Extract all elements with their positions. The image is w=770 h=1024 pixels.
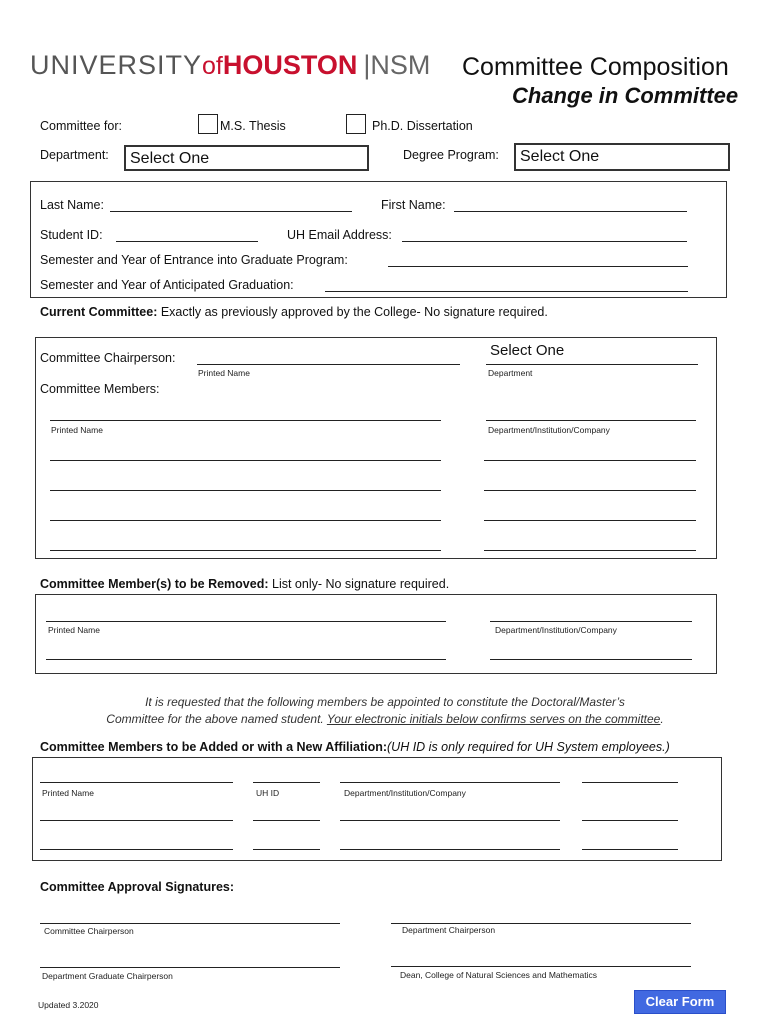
- member-name-field[interactable]: [50, 420, 441, 421]
- added-dept-field[interactable]: [340, 820, 560, 821]
- member-dept-field[interactable]: [484, 550, 696, 551]
- ms-thesis-label: M.S. Thesis: [220, 119, 286, 133]
- member-dept-caption: Department/Institution/Company: [488, 425, 610, 435]
- entrance-label: Semester and Year of Entrance into Graduate Program:: [40, 253, 348, 267]
- note-line-2-end: .: [660, 712, 664, 726]
- dean-signature-field[interactable]: [391, 966, 691, 967]
- committee-chair-caption: Committee Chairperson: [44, 926, 134, 936]
- student-id-label: Student ID:: [40, 228, 103, 242]
- added-heading: [40, 740, 670, 754]
- logo-nsm-text: NSM: [370, 50, 431, 80]
- degree-program-label: Degree Program:: [403, 148, 499, 162]
- email-field[interactable]: [402, 241, 687, 242]
- current-committee-heading-bold: Current Committee:: [40, 305, 158, 319]
- removed-heading: [40, 577, 449, 591]
- email-label: UH Email Address:: [287, 228, 392, 242]
- removed-dept-field[interactable]: [490, 659, 692, 660]
- member-name-field[interactable]: [50, 550, 441, 551]
- added-initials-field[interactable]: [582, 782, 678, 783]
- last-name-label: Last Name:: [40, 198, 104, 212]
- removed-name-field[interactable]: [46, 659, 446, 660]
- logo-university-text: UNIVERSITY: [30, 50, 203, 80]
- removed-heading-rest: List only- No signature required.: [268, 577, 450, 591]
- student-id-field[interactable]: [116, 241, 258, 242]
- entrance-field[interactable]: [388, 266, 688, 267]
- clear-form-button[interactable]: Clear Form: [634, 990, 726, 1014]
- member-dept-field[interactable]: [486, 420, 696, 421]
- chairperson-name-field[interactable]: [197, 364, 460, 365]
- member-dept-field[interactable]: [484, 460, 696, 461]
- current-committee-box: [35, 337, 717, 559]
- removed-printed-name-caption: Printed Name: [48, 625, 100, 635]
- degree-program-select[interactable]: Select One: [514, 143, 730, 171]
- added-uhid-field[interactable]: [253, 820, 320, 821]
- chair-department-line: [486, 364, 698, 365]
- added-initials-field[interactable]: [582, 820, 678, 821]
- approval-heading: Committee Approval Signatures:: [40, 880, 235, 894]
- first-name-field[interactable]: [454, 211, 687, 212]
- added-uhid-caption: UH ID: [256, 788, 280, 798]
- removed-dept-field[interactable]: [490, 621, 692, 622]
- member-name-field[interactable]: [50, 490, 441, 491]
- member-name-field[interactable]: [50, 460, 441, 461]
- committee-for-label: Committee for:: [40, 119, 122, 133]
- added-heading-rest: (UH ID is only required for UH System employees.): [387, 740, 670, 754]
- added-name-field[interactable]: [40, 849, 233, 850]
- dean-caption: Dean, College of Natural Sciences and Mathematics: [400, 970, 598, 980]
- logo-separator: |: [363, 50, 371, 80]
- university-logo: [30, 50, 430, 81]
- note-line-2-underlined: Your electronic initials below confirms serves on the committee: [326, 712, 661, 726]
- member-name-field[interactable]: [50, 520, 441, 521]
- graduation-field[interactable]: [325, 291, 688, 292]
- last-name-field[interactable]: [110, 211, 352, 212]
- current-committee-heading: [40, 305, 548, 319]
- page-subtitle: Change in Committee: [512, 83, 739, 108]
- updated-date: Updated 3.2020: [38, 1000, 99, 1010]
- added-box: [32, 757, 722, 861]
- page-title: Committee Composition: [462, 53, 729, 81]
- removed-name-field[interactable]: [46, 621, 446, 622]
- note-line-2: [0, 712, 770, 726]
- removed-heading-bold: Committee Member(s) to be Removed:: [40, 577, 269, 591]
- member-dept-field[interactable]: [484, 490, 696, 491]
- added-printed-name-caption: Printed Name: [42, 788, 94, 798]
- note-line-1: It is requested that the following members be appointed to constitute the Doctoral/Master’s: [145, 695, 625, 709]
- added-dept-field[interactable]: [340, 849, 560, 850]
- department-label: Department:: [40, 148, 109, 162]
- added-dept-field[interactable]: [340, 782, 560, 783]
- member-dept-field[interactable]: [484, 520, 696, 521]
- added-name-field[interactable]: [40, 782, 233, 783]
- ms-thesis-checkbox[interactable]: [198, 114, 218, 134]
- chair-printed-name-caption: Printed Name: [198, 368, 250, 378]
- logo-of-text: of: [202, 52, 223, 80]
- added-name-field[interactable]: [40, 820, 233, 821]
- first-name-label: First Name:: [381, 198, 446, 212]
- chair-department-select[interactable]: Select One: [490, 342, 565, 359]
- chairperson-label: Committee Chairperson:: [40, 351, 176, 365]
- chair-department-caption: Department: [488, 368, 533, 378]
- added-uhid-field[interactable]: [253, 782, 320, 783]
- dept-grad-chair-caption: Department Graduate Chairperson: [42, 971, 173, 981]
- member-printed-name-caption: Printed Name: [51, 425, 103, 435]
- logo-houston-text: HOUSTON: [222, 50, 358, 80]
- department-select[interactable]: Select One: [124, 145, 369, 171]
- current-committee-heading-rest: Exactly as previously approved by the College- No signature required.: [157, 305, 548, 319]
- added-dept-caption: Department/Institution/Company: [344, 788, 466, 798]
- dept-grad-chair-signature-field[interactable]: [40, 967, 340, 968]
- committee-chair-signature-field[interactable]: [40, 923, 340, 924]
- added-heading-bold: Committee Members to be Added or with a New Affiliation:: [40, 740, 388, 754]
- added-uhid-field[interactable]: [253, 849, 320, 850]
- graduation-label: Semester and Year of Anticipated Graduation:: [40, 278, 294, 292]
- phd-dissertation-label: Ph.D. Dissertation: [372, 119, 473, 133]
- department-chair-signature-field[interactable]: [391, 923, 691, 924]
- phd-dissertation-checkbox[interactable]: [346, 114, 366, 134]
- department-chair-caption: Department Chairperson: [402, 925, 496, 935]
- note-line-2-plain: Committee for the above named student.: [106, 712, 327, 726]
- removed-dept-caption: Department/Institution/Company: [495, 625, 617, 635]
- committee-members-label: Committee Members:: [40, 382, 160, 396]
- added-initials-field[interactable]: [582, 849, 678, 850]
